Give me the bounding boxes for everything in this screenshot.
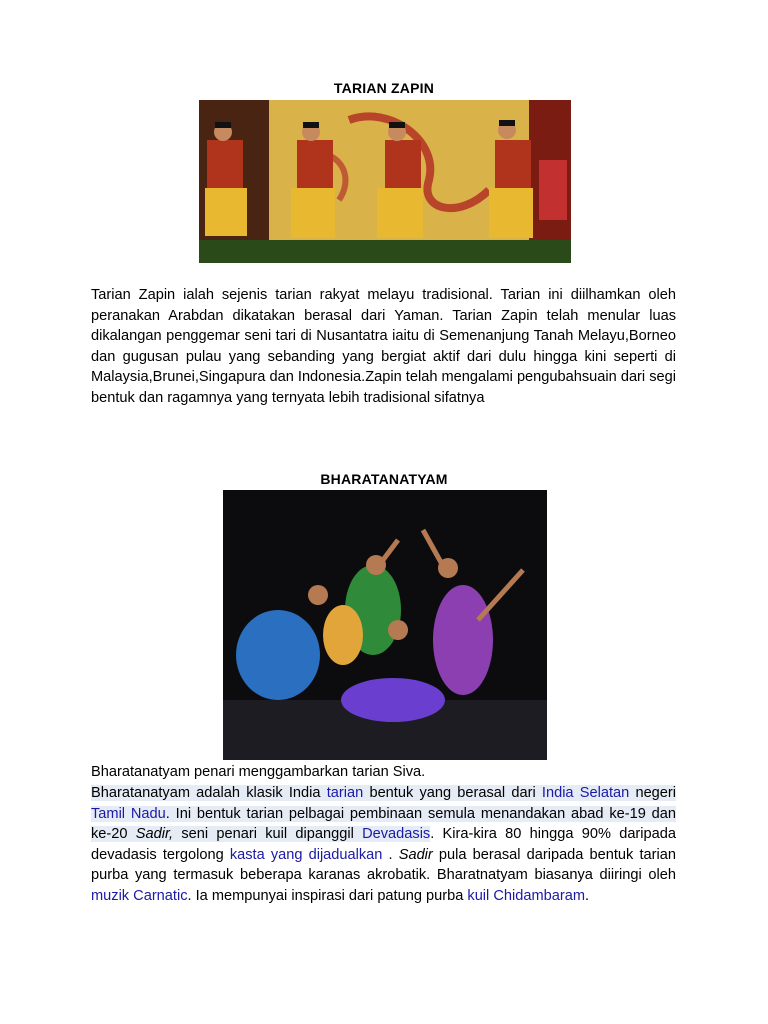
- section-title-zapin: TARIAN ZAPIN: [333, 80, 435, 96]
- zapin-dancers-photo: [199, 100, 571, 263]
- bharatanatyam-paragraph: [91, 783, 676, 907]
- body-text: .: [382, 846, 399, 863]
- link-tamil-nadu[interactable]: Tamil Nadu: [91, 805, 166, 822]
- link-tarian[interactable]: tarian: [326, 785, 364, 801]
- body-text: negeri: [629, 785, 677, 801]
- link-kasta[interactable]: kasta yang dijadualkan: [229, 846, 383, 863]
- body-text: bentuk yang berasal dari: [363, 785, 542, 801]
- body-text: . Ia mempunyai inspirasi dari patung purba: [187, 887, 468, 904]
- link-muzik-carnatic[interactable]: muzik Carnatic: [91, 887, 188, 904]
- bharatanatyam-caption: Bharatanatyam penari menggambarkan tarian Siva.: [91, 764, 426, 780]
- link-india-selatan[interactable]: India Selatan: [541, 785, 630, 801]
- body-text: seni penari kuil dipanggil: [173, 826, 363, 843]
- body-text: . Ini bentuk tarian pelbagai pembinaan semula menandakan abad ke-19 dan ke-20: [91, 805, 677, 843]
- body-text: . Kira-kira 80 hingga 90% daripada devadasis tergolong: [91, 826, 676, 863]
- body-text: pula berasal daripada bentuk tarian purba yang termasuk beberapa karanas akrobatik. Bharatnatyam biasanya diiringi oleh: [91, 846, 676, 884]
- body-text: .: [585, 887, 590, 904]
- link-devadasis[interactable]: Devadasis: [362, 826, 431, 843]
- italic-sadir: Sadir: [398, 846, 433, 863]
- link-kuil-chidambaram[interactable]: kuil Chidambaram: [467, 887, 585, 904]
- body-text: Bharatanatyam adalah klasik India: [91, 785, 327, 801]
- section-title-bharatanatyam: BHARATANATYAM: [320, 471, 448, 487]
- bharatanatyam-dancers-photo: [223, 490, 547, 760]
- italic-sadir: Sadir,: [135, 826, 174, 843]
- zapin-paragraph: Tarian Zapin ialah sejenis tarian rakyat melayu tradisional. Tarian ini diilhamkan oleh peranakan Arabdan dikatakan berasal dari Yaman. Tarian Zapin telah menular luas dikalangan penggemar seni tari di Nusantatra iaitu di Semenanjung Tanah Melayu,Borneo dan gugusan pulau yang sebanding yang bergiat aktif dari dulu hingga kini seperti di Malaysia,Brunei,Singapura dan Indonesia.Zapin telah mengalami pengubahsuain dari segi bentuk dan ragamnya yang ternyata lebih tradisional sifatnya: [91, 287, 676, 406]
